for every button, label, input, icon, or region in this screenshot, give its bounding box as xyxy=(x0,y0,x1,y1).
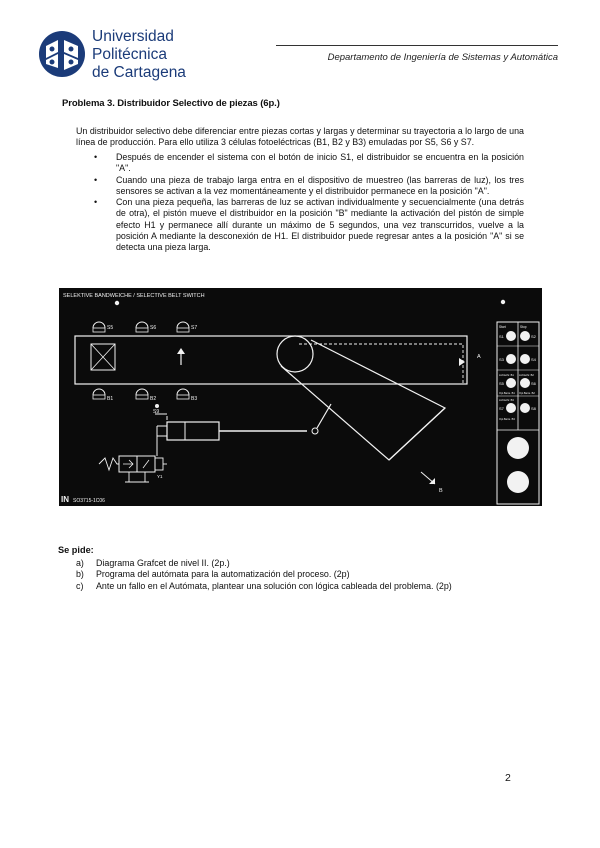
panel-s6-label: S6 xyxy=(531,381,536,386)
diagram-code: SO3715-1C06 xyxy=(73,498,105,504)
switch-label: S5 xyxy=(107,325,114,331)
sensor-label: B2 xyxy=(150,396,157,402)
control-panel xyxy=(497,322,539,504)
belt-path-a xyxy=(299,344,463,384)
university-line-3: de Cartagena xyxy=(92,64,186,81)
indicator-dot-icon xyxy=(115,301,119,305)
switch-s7 xyxy=(177,322,197,332)
position-b-label: B xyxy=(439,488,443,494)
button-s3-icon xyxy=(506,354,516,364)
task-item xyxy=(76,569,452,580)
diverter-arm xyxy=(277,336,445,460)
task-text: Ante un fallo en el Autómata, plantear una solución con lógica cableada del problema. (2p) xyxy=(96,580,452,591)
panel-opt-barr-2: Opt.Barre. B2 xyxy=(519,392,535,395)
position-a-label: A xyxy=(477,354,481,360)
panel-s3-label: S3 xyxy=(499,357,504,362)
bullet-item: • Con una pieza pequeña, las barreras de luz se activan individualmente y secuencialmente (una detrás de otra), el pistón mueve el distribuidor en la posición "B" mediante la activación del pistón de simple efecto H1 y permanece allí durante un máximo de 5 segundos, una vez transcurridos, vuelve a la posición A mediante la desconexión de H1. El distribuidor puede regresar antes a la posición "A" si se detecta una pieza larga. xyxy=(116,197,524,253)
university-line-1: Universidad xyxy=(92,28,174,45)
brand-logo: IN xyxy=(61,495,69,504)
task-text: Programa del autómata para la automatización del proceso. (2p) xyxy=(96,569,350,580)
indicator-lamp-icon xyxy=(507,437,529,459)
panel-opt-barr-1: Opt.Barre. B1 xyxy=(499,392,515,395)
button-s6-icon xyxy=(520,378,530,388)
belt-switch-diagram xyxy=(59,288,542,506)
sensor-b1 xyxy=(93,389,113,402)
conveyor-belt xyxy=(75,336,467,384)
tasks-list xyxy=(76,558,452,592)
tasks-heading: Se pide: xyxy=(58,545,94,555)
button-s8-icon xyxy=(520,403,530,413)
pneumatic-cylinder-h1 xyxy=(155,404,331,456)
panel-lichtschr-3: Lichtschr. B3 xyxy=(499,399,514,402)
sensor-b2 xyxy=(136,389,156,402)
button-s4-icon xyxy=(520,354,530,364)
panel-s2-label: S2 xyxy=(531,334,536,339)
bullet-item: • Después de encender el sistema con el botón de inicio S1, el distribuidor se encuentra en la posición "A". xyxy=(116,152,524,175)
button-s5-icon xyxy=(506,378,516,388)
university-emblem-icon xyxy=(38,30,90,82)
page-number: 2 xyxy=(505,772,511,784)
sensor-label: B1 xyxy=(107,396,114,402)
problem-bullets xyxy=(76,152,524,254)
task-item xyxy=(76,558,452,569)
switch-label: S7 xyxy=(191,325,198,331)
problem-title: Problema 3. Distribuidor Selectivo de piezas (6p.) xyxy=(62,98,280,109)
university-name xyxy=(92,28,186,82)
task-label: a) xyxy=(76,558,84,568)
sensor-label: B3 xyxy=(191,396,198,402)
s9-indicator-icon xyxy=(155,404,159,408)
panel-start-label: Start xyxy=(499,325,506,329)
university-line-2: Politécnica xyxy=(92,46,167,63)
sensor-b3 xyxy=(177,389,197,402)
panel-lichtschr-2: Lichtschr. B2 xyxy=(519,374,534,377)
panel-opt-barr-3: Opt.Barre. B3 xyxy=(499,418,515,421)
panel-s5-label: S5 xyxy=(499,381,504,386)
panel-s4-label: S4 xyxy=(531,357,536,362)
button-s7-icon xyxy=(506,403,516,413)
panel-s1-label: S1 xyxy=(499,334,504,339)
panel-s7-label: S7 xyxy=(499,406,504,411)
panel-lichtschr-1: Lichtschr. B1 xyxy=(499,374,514,377)
valve-label: Y1 xyxy=(157,474,163,479)
bullet-item: • Cuando una pieza de trabajo larga entra en el dispositivo de muestreo (las barreras de luz), los tres sensores se activan a la vez momentáneamente y el distribuidor permanece en la posición "A". xyxy=(116,175,524,198)
indicator-dot-icon xyxy=(501,300,505,304)
problem-intro: Un distribuidor selectivo debe diferenciar entre piezas cortas y largas y determinar su trayectoria a lo largo de una línea de producción. Para ello utiliza 3 células fotoeléctricas (B1, B2 y B3) emuladas por S5, S6 y S7. xyxy=(76,126,524,148)
task-text: Diagrama Grafcet de nivel II. (2p.) xyxy=(96,558,230,568)
switch-label: S6 xyxy=(150,325,157,331)
switch-s5 xyxy=(93,322,113,332)
diagram-title: SELEKTIVE BANDWEICHE / SELECTIVE BELT SWITCH xyxy=(63,293,205,299)
panel-stop-label: Stop xyxy=(520,325,527,329)
start-button-icon xyxy=(506,331,516,341)
panel-s8-label: S8 xyxy=(531,406,536,411)
header-rule xyxy=(276,45,558,46)
task-label: c) xyxy=(76,580,84,591)
switch-s6 xyxy=(136,322,156,332)
task-item xyxy=(76,581,452,592)
limit-switch-label: S9 xyxy=(153,409,160,415)
indicator-lamp-icon xyxy=(507,471,529,493)
task-label: b) xyxy=(76,569,84,580)
department-name: Departamento de Ingeniería de Sistemas y Automática xyxy=(327,52,558,63)
stop-button-icon xyxy=(520,331,530,341)
